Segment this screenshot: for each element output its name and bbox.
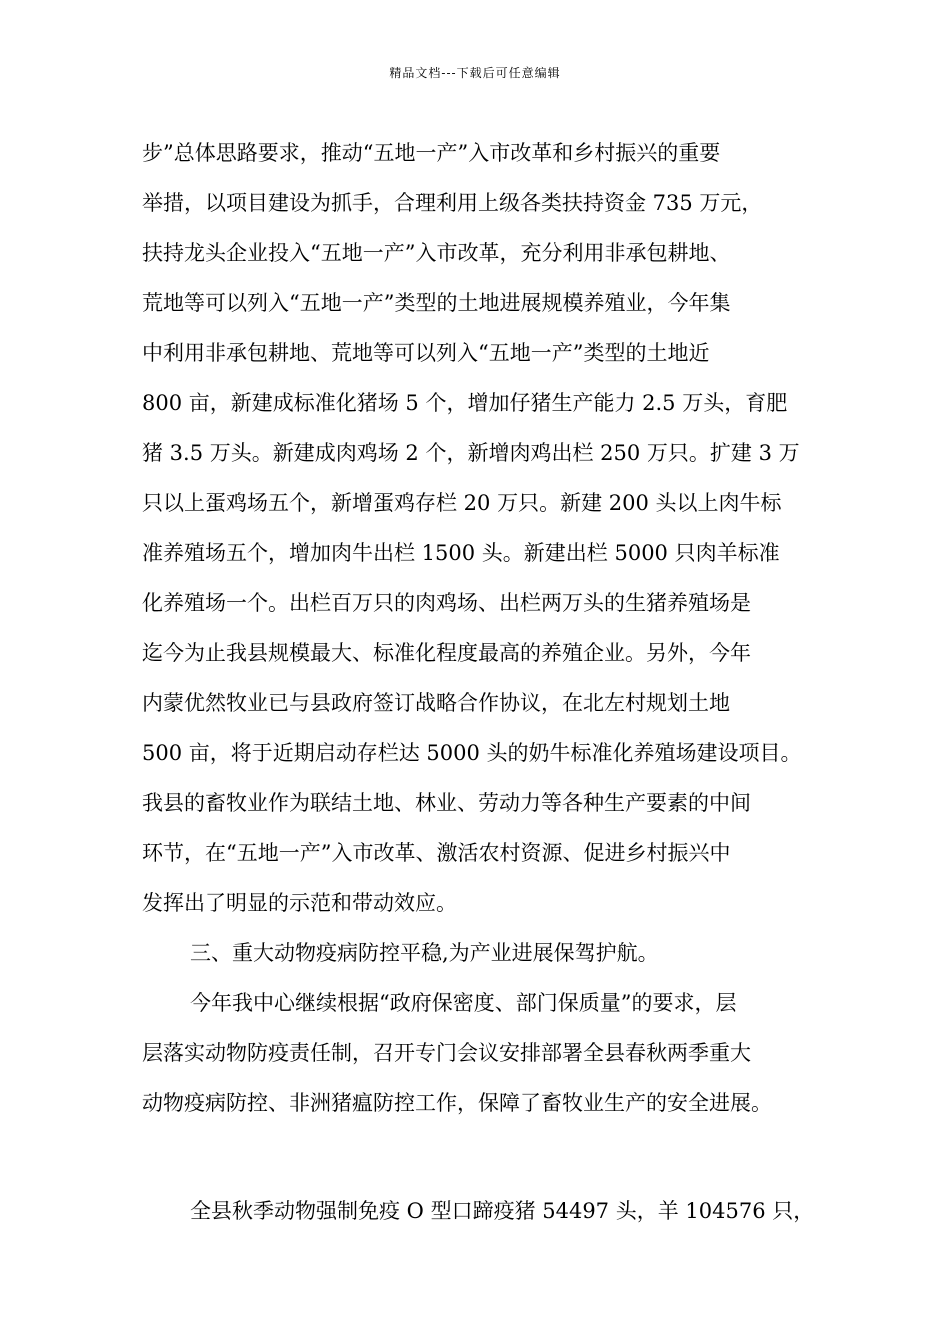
text-line: 发挥出了明显的示范和带动效应。 <box>142 891 457 915</box>
text-line: 今年我中心继续根据“政府保密度、部门保质量”的要求，层 <box>190 991 737 1015</box>
text-line: 动物疫病防控、非洲猪瘟防控工作，保障了畜牧业生产的安全进展。 <box>142 1091 772 1115</box>
paragraph-gap <box>142 1128 812 1186</box>
paragraph-epidemic-prevention <box>142 978 812 1128</box>
text-line: 扶持龙头企业投入“五地一产”入市改革，充分利用非承包耕地、 <box>142 241 731 265</box>
text-line: 准养殖场五个，增加肉牛出栏 1500 头。新建出栏 5000 只肉羊标准 <box>142 541 780 565</box>
document-body <box>142 128 815 1236</box>
text-line: 步”总体思路要求，推动“五地一产”入市改革和乡村振兴的重要 <box>142 141 721 165</box>
text-line: 内蒙优然牧业已与县政府签订战略合作协议，在北左村规划土地 <box>142 691 730 715</box>
text-line: 猪 3.5 万头。新建成肉鸡场 2 个，新增肉鸡出栏 250 万只。扩建 3 万 <box>142 441 800 465</box>
text-line: 只以上蛋鸡场五个，新增蛋鸡存栏 20 万只。新建 200 头以上肉牛标 <box>142 491 782 515</box>
text-line: 迄今为止我县规模最大、标准化程度最高的养殖企业。另外，今年 <box>142 641 751 665</box>
text-line: 中利用非承包耕地、荒地等可以列入“五地一产”类型的土地近 <box>142 341 710 365</box>
text-line: 层落实动物防疫责任制，召开专门会议安排部署全县春秋两季重大 <box>142 1041 751 1065</box>
text-line: 500 亩，将于近期启动存栏达 5000 头的奶牛标准化养殖场建设项目。 <box>142 741 802 765</box>
page-header: 精品文档---下载后可任意编辑 <box>389 66 561 80</box>
paragraph-immunization <box>142 1186 815 1236</box>
text-line: 800 亩，新建成标准化猪场 5 个，增加仔猪生产能力 2.5 万头，育肥 <box>142 391 788 415</box>
text-line: 我县的畜牧业作为联结土地、林业、劳动力等各种生产要素的中间 <box>142 791 751 815</box>
text-line: 环节，在“五地一产”入市改革、激活农村资源、促进乡村振兴中 <box>142 841 731 865</box>
text-line: 荒地等可以列入“五地一产”类型的土地进展规模养殖业，今年集 <box>142 291 731 315</box>
text-line: 化养殖场一个。出栏百万只的肉鸡场、出栏两万头的生猪养殖场是 <box>142 591 751 615</box>
text-line: 举措，以项目建设为抓手，合理利用上级各类扶持资金 735 万元， <box>142 191 763 215</box>
paragraph-livestock-projects <box>142 128 812 928</box>
section-heading: 三、重大动物疫病防控平稳,为产业进展保驾护航。 <box>190 941 659 965</box>
text-line: 全县秋季动物强制免疫 O 型口蹄疫猪 54497 头，羊 104576 只， <box>190 1199 815 1223</box>
